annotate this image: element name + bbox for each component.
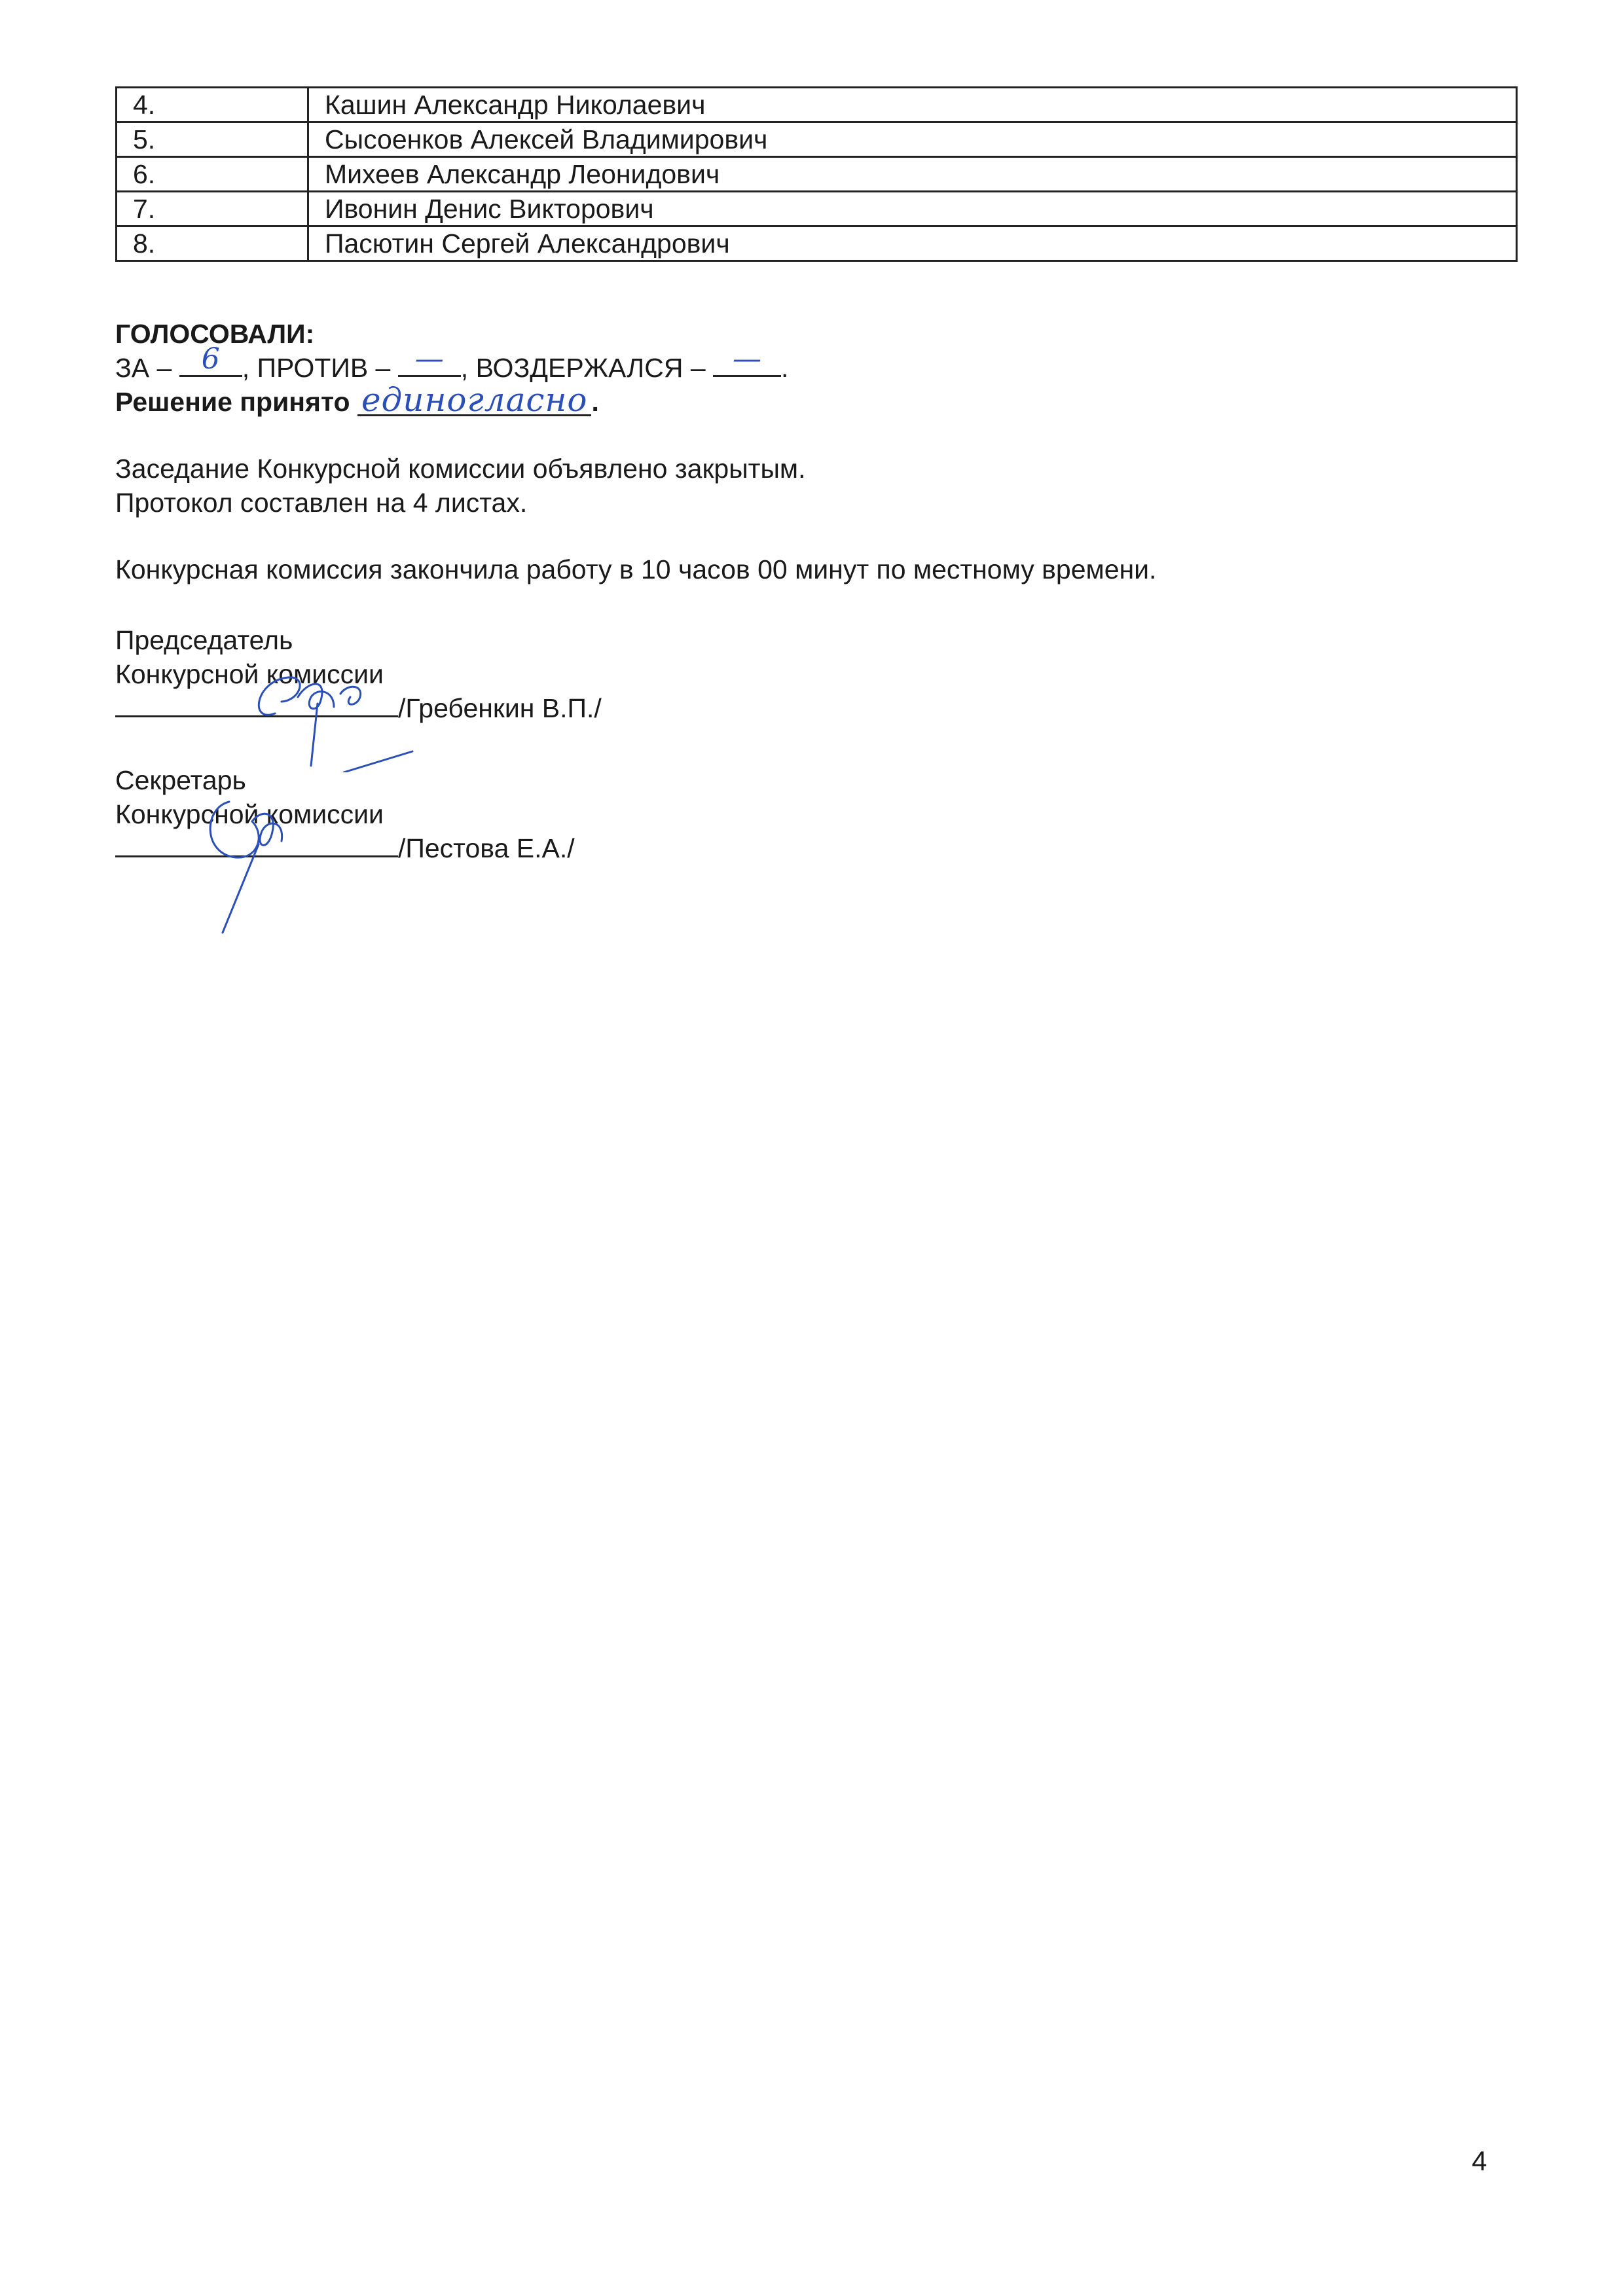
meeting-closed-text: Заседание Конкурсной комиссии объявлено закрытым. bbox=[115, 454, 806, 484]
member-number: 5. bbox=[117, 122, 308, 157]
table-row bbox=[117, 122, 1517, 157]
decision-line bbox=[115, 381, 788, 419]
voting-results bbox=[115, 342, 789, 385]
table-row bbox=[117, 192, 1517, 226]
against-label: , ПРОТИВ – bbox=[242, 353, 391, 383]
secretary-title: Секретарь bbox=[115, 765, 246, 795]
member-name: Михеев Александр Леонидович bbox=[308, 157, 1517, 192]
work-end-text: Конкурсная комиссия закончила работу в 10 часов 00 минут по местному времени. bbox=[115, 554, 1157, 584]
abstain-blank bbox=[713, 342, 781, 377]
for-blank bbox=[179, 342, 242, 377]
table-row bbox=[117, 226, 1517, 261]
abstain-label: , ВОЗДЕРЖАЛСЯ – bbox=[460, 353, 706, 383]
for-label: ЗА – bbox=[115, 353, 172, 383]
secretary-name: /Пестова Е.А./ bbox=[398, 833, 575, 863]
member-number: 6. bbox=[117, 157, 308, 192]
table-row bbox=[117, 157, 1517, 192]
member-number: 7. bbox=[117, 192, 308, 226]
secretary-signature-block bbox=[115, 763, 575, 865]
chairman-signature bbox=[236, 661, 432, 772]
secretary-signature bbox=[190, 782, 314, 939]
voting-heading: ГОЛОСОВАЛИ: bbox=[115, 319, 315, 349]
voting-section bbox=[115, 317, 788, 419]
member-name: Ивонин Денис Викторович bbox=[308, 192, 1517, 226]
secretary-commission: Конкурсной комиссии bbox=[115, 799, 384, 829]
chairman-title: Председатель bbox=[115, 625, 293, 655]
against-blank bbox=[398, 342, 461, 377]
decision-label: Решение принято bbox=[115, 387, 350, 417]
member-name: Кашин Александр Николаевич bbox=[308, 88, 1517, 122]
protocol-pages-text: Протокол составлен на 4 листах. bbox=[115, 488, 528, 518]
page-number: 4 bbox=[1472, 2145, 1487, 2176]
member-number: 4. bbox=[117, 88, 308, 122]
member-name: Сысоенков Алексей Владимирович bbox=[308, 122, 1517, 157]
members-table bbox=[115, 86, 1518, 262]
abstain-value: — bbox=[733, 342, 762, 376]
work-end-statement bbox=[115, 552, 1156, 586]
chairman-name: /Гребенкин В.П./ bbox=[398, 693, 602, 723]
voting-end-dot: . bbox=[781, 353, 789, 383]
member-name: Пасютин Сергей Александрович bbox=[308, 226, 1517, 261]
table-row bbox=[117, 88, 1517, 122]
decision-value: единогласно bbox=[357, 386, 591, 416]
chairman-commission: Конкурсной комиссии bbox=[115, 659, 384, 689]
member-number: 8. bbox=[117, 226, 308, 261]
against-value: — bbox=[414, 342, 444, 376]
decision-dot: . bbox=[591, 387, 599, 417]
for-value: 6 bbox=[201, 342, 220, 376]
secretary-sign-line bbox=[115, 831, 575, 865]
closing-statement bbox=[115, 452, 806, 520]
